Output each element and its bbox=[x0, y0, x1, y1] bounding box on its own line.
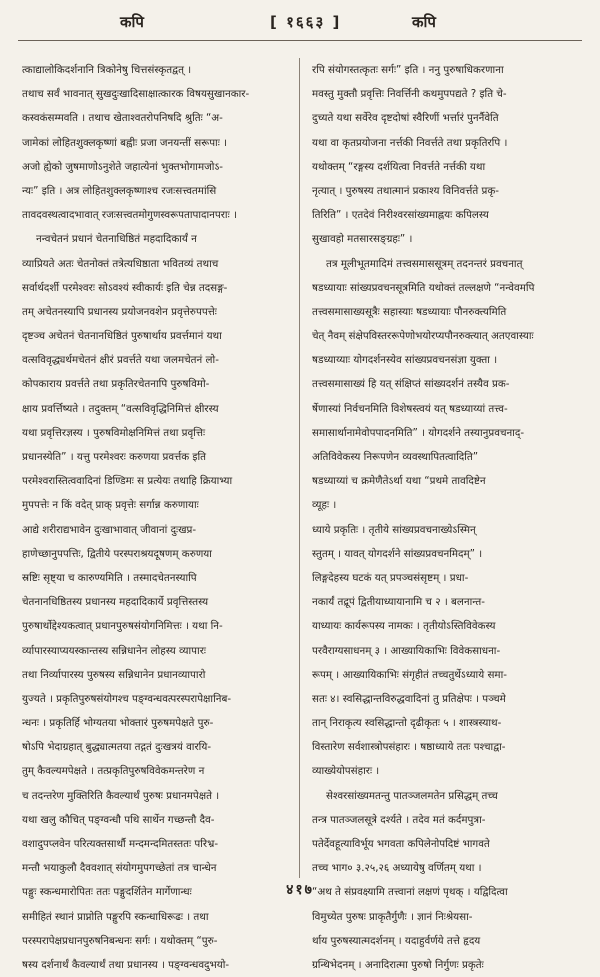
header-left-title: कपि bbox=[120, 13, 144, 31]
left-column-line: जामेकां लोहितशुक्लकृष्णां बह्वीः प्रजा जनयन्तीं सरूपाः । bbox=[22, 136, 227, 149]
right-column-line: षडध्यायाः सांख्यप्रवचनसूत्रमिति यथोक्तं तल्लक्षणे “नन्वेवमपि bbox=[312, 281, 535, 294]
right-column-line: यथोक्तम् “रङ्गस्य दर्शयित्वा निवर्त्तते नर्त्तकी यथा bbox=[312, 160, 486, 173]
right-column-line: याध्यायः कार्यरूपस्य नामकः । तृतीयोऽस्तिविवेकस्य bbox=[312, 620, 496, 633]
left-column-line: न्धनः । प्रकृतिर्हि भोग्यतया भोक्तारं पुरुषमपेक्षते पुरु- bbox=[22, 717, 214, 730]
left-column-line: युज्यते । प्रकृतिपुरुषसंयोगश्च पङ्ग्वन्धवत्परस्परापेक्षानिब- bbox=[22, 692, 232, 705]
right-column-line: षडध्याय्यां च क्रमेणैतेऽर्था यथा “प्रथमे तावदिष्टेन bbox=[312, 475, 486, 488]
right-column-line: व्याख्येयोपसंहारः । bbox=[312, 765, 380, 778]
right-column-line: र्थाय पुरुषस्यात्मदर्शनम् । यदाहुर्वर्णये तत्ते हृदय bbox=[312, 934, 481, 947]
right-column-line: समासार्थानामेवोपपादनमिति” । योगदर्शने तस्यानुप्रवचनाद्- bbox=[312, 426, 525, 439]
right-column-line: मवस्तु मुक्तौ प्रवृत्तिः निवर्त्तिनी कथमुपपद्यते ? इति चे- bbox=[312, 88, 507, 101]
right-column-line: सुखावहो मतसारसङ्ग्रहः” । bbox=[312, 233, 413, 246]
left-column-line: नन्वचेतनं प्रधानं चेतनाधिष्ठितं महदादिकार्यं न bbox=[36, 233, 197, 246]
left-column-line: यथा प्रवृत्तिरज्ञस्य । पुरुषविमोक्षनिमित्तं तथा प्रवृत्तिः bbox=[22, 426, 206, 439]
left-column-line: पुरुषार्थोद्देश्यकत्वात् प्रधानपुरुषसंयोगनिमित्तः । यथा नि- bbox=[22, 620, 223, 633]
left-column-line: आद्ये शरीराद्यभावेन दुःखाभावात् जीवानां दुःखप्र- bbox=[22, 523, 197, 536]
right-column-line: नृत्यात् । पुरुषस्य तथात्मानं प्रकाश्य विनिवर्त्तते प्रकृ- bbox=[312, 184, 499, 197]
right-column-line: सतः ४। स्वसिद्धान्तविरुद्धवादिनां तु प्रतिक्षेपः । पञ्चमे bbox=[312, 692, 506, 705]
right-column-line: सेश्वरसांख्यमतन्तु पातञ्जलमतेन प्रसिद्धम् तच्च bbox=[326, 789, 498, 802]
column-divider bbox=[299, 58, 300, 878]
right-column-line: रपि संयोगस्तत्कृतः सर्गः” इति । ननु पुरुषाधिकरणाना bbox=[312, 64, 504, 76]
header-right-title: कपि bbox=[412, 13, 436, 31]
right-column bbox=[312, 58, 580, 977]
left-column-line: मन्तौ भयाकुलौ दैववशात् संयोगमुपगच्छेतां तत्र चान्धेन bbox=[22, 862, 217, 875]
left-column-line: परमेश्वरास्तित्ववादिनां डिण्डिमः स प्रत्येयः तथाहि क्रियाभ्या bbox=[22, 475, 233, 488]
left-column-line: षस्य दर्शनार्थं कैवल्यार्थं तथा प्रधानस्य । पङ्ग्वन्धवदुभयो- bbox=[22, 958, 230, 971]
right-column-line: षडध्याय्याः योगदर्शनस्येव सांख्यप्रवचनसंज्ञा युक्ता । bbox=[312, 354, 498, 367]
right-column-line: तत्त्वसमासाख्यसूत्रैः सहास्याः षडध्यायाः पौनरुक्त्यमिति bbox=[312, 305, 507, 318]
right-column-line: लिङ्गदेहस्य घटकं यत् प्रपञ्चसंसृष्टम् । प्रधा- bbox=[312, 571, 469, 584]
left-column-line: पङ्गुः स्कन्धमारोपितः ततः पङ्गुदर्शितेन मार्गेणान्धः bbox=[22, 886, 192, 899]
left-column-line: वत्सविवृद्ध्यर्थमचेतनं क्षीरं प्रवर्त्तते यथा जलमचेतनं लो- bbox=[22, 354, 219, 367]
right-column-line: ध्याये प्रकृतिः । तृतीये सांख्यप्रवचनाख्येऽस्मिन् bbox=[312, 523, 476, 536]
header-rule bbox=[18, 40, 582, 41]
right-column-line: र्षेणास्यां निर्वचनमिति विशेषस्त्वयं यत् षडध्याय्यां तत्त्व- bbox=[312, 402, 508, 415]
left-column-line: समीहितं स्थानं प्राप्नोति पङ्गुरपि स्कन्धाधिरूढः । तथा bbox=[22, 910, 209, 923]
left-column-line: कोपकाराय प्रवर्त्तते तथा प्रकृतिरचेतनापि पुरुषविमो- bbox=[22, 378, 210, 391]
left-column-line: मुपपत्तेः न किं वदेत् प्राक् प्रवृत्तेः सर्गान्न करुणायाः bbox=[22, 499, 199, 512]
left-column bbox=[22, 58, 290, 977]
right-column-line: ग्रन्थिभेदनम् । अनादिरात्मा पुरुषो निर्गुणः प्रकृतेः bbox=[312, 958, 484, 971]
left-column-line: यथा खलु कौचित् पङ्ग्वन्धौ पथि सार्थेन गच्छन्तौ दैव- bbox=[22, 813, 215, 826]
right-column-line: तन्त्र पातञ्जलसूत्रे दर्श्यते । तदेव मतं कर्दमपुत्रा- bbox=[312, 813, 486, 826]
page-number: ४१७ bbox=[286, 882, 314, 898]
right-column-line: तान् निराकृत्य स्वसिद्धान्तो दृढीकृतः ५ । शास्त्रस्याथ- bbox=[312, 717, 502, 730]
right-column-line: विस्तारेण सर्वशास्त्रोपसंहारः । षष्ठाध्याये ततः पश्चाद्वा- bbox=[312, 741, 506, 754]
left-column-line: चेतनानधिष्ठितस्य प्रधानस्य महदादिकार्ये प्रवृत्तिस्तस्य bbox=[22, 596, 209, 609]
right-column-line: दुच्यते यथा सर्वेरेव दृष्टदोषां स्वैरिणीं भर्त्तारं पुनर्नैवेति bbox=[312, 112, 499, 125]
left-column-line: र्व्यापारस्याप्ययस्कान्तस्य सन्निधानेन लोहस्य व्यापारः bbox=[22, 644, 206, 657]
left-column-line: तथाच सर्वं भावनात् सुखदुःखादिसाक्षात्कारक विषयसुखानकार- bbox=[22, 88, 250, 101]
left-column-line: षोऽपि भेदाग्रहात् बुद्ध्यात्मतया तद्गतं दुःखत्रयं वारयि- bbox=[22, 741, 212, 754]
header-page-range: [ १६६३ ] bbox=[270, 13, 342, 31]
left-column-line: तम् अचेतनस्यापि प्रधानस्य प्रयोजनवशेन प्रवृत्तेरुपपत्तेः bbox=[22, 305, 217, 318]
right-column-line: यथा वा कृतप्रयोजना नर्त्तकी निवर्त्तते तथा प्रकृतिरपि । bbox=[312, 136, 508, 149]
left-column-line: च तदन्तरेण मुक्तिरिति कैवल्यार्थं पुरुषः प्रधानमपेक्षते । bbox=[22, 789, 220, 802]
left-column-line: अजो ह्येको जुषमाणोऽनुशेते जहात्येनां भुक्तभोगामजोऽ- bbox=[22, 160, 223, 173]
left-column-line: न्यः” इति । अत्र लोहितशुक्लकृष्णाश्च रजःसत्त्वतमांसि bbox=[22, 184, 217, 197]
left-column-line: तावदवस्थत्वादभावात् रजःसत्त्वतमोगुणस्वरूपतापादानपराः । bbox=[22, 209, 237, 222]
left-column-line: वशादुपप्लवेन परित्यक्तसार्थौ मन्दमन्दमितस्ततः परिभ्र- bbox=[22, 838, 219, 850]
left-column-line: दृष्टञ्च अचेतनं चेतनानधिष्ठितं पुरुषार्थाय प्रवर्त्तमानं यथा bbox=[22, 330, 222, 343]
right-column-line: रूपम् । आख्यायिकाभिः संगृहीतं तच्चतुर्थेऽध्याये समा- bbox=[312, 668, 507, 681]
left-column-line: क्षाय प्रवर्त्तिष्यते । तदुक्तम् “वत्सविवृद्धिनिमित्तं क्षीरस्य bbox=[22, 402, 219, 415]
left-column-line: कस्वकंसम्मवति । तथाच खेताश्वतरोपनिषदि श्रुतिः “अ- bbox=[22, 112, 223, 125]
right-column-line: पतेर्देवहूत्याविर्भूय भगवता कपिलेनोपदिष्टं भागवते bbox=[312, 838, 490, 850]
right-column-line: परवैराग्यसाधनम् ३ । आख्यायिकाभिः विवेकसाधना- bbox=[312, 644, 501, 657]
left-column-line: सर्वार्थदर्शी परमेश्वरः सोऽवश्यं स्वीकार्यः इति चेन्न तदसङ्ग- bbox=[22, 281, 228, 294]
left-column-line: स्रष्टिः सृष्ट्या च कारुण्यमिति । तस्मादचेतनस्यापि bbox=[22, 571, 197, 584]
right-column-line: तच्च भाग० ३.२५,२६ अध्यायेषु वर्णितम् यथा । bbox=[312, 862, 482, 875]
left-column-line: परस्परापेक्षप्रधानपुरुषनिबन्धनः सर्गः । यथोक्तम् “पुरु- bbox=[22, 934, 218, 947]
right-column-line: स्तुतम् । यावत् योगदर्शने सांख्यप्रवचनमिदम्” । bbox=[312, 547, 483, 560]
left-column-line: तथा निर्व्यापारस्य पुरुषस्य सन्निधानेन प्रधानव्यापारो bbox=[22, 668, 206, 681]
page-header bbox=[0, 8, 600, 38]
right-column-line: नकार्यं तद्रूपं द्वितीयाध्यायानामि च २ । बलनान्त- bbox=[312, 596, 485, 609]
left-column-line: तुम् कैवल्यमपेक्षते । तत्प्रकृतिपुरुषविवेकमन्तरेण न bbox=[22, 765, 205, 778]
right-column-line: व्यूहः । bbox=[312, 499, 337, 512]
left-column-line: त्काद्यालोकिदर्शनानि त्रिकोनेषु चित्तसंस्कृतद्वत् । bbox=[22, 64, 192, 76]
left-column-line: व्याप्रियते अतः चेतनोक्तं तत्रेत्यधिष्ठाता भवितव्यं तथाच bbox=[22, 257, 219, 270]
right-column-line: अतिविवेकस्य निरूपणेन व्यवस्थापितत्वादिति” bbox=[312, 451, 479, 463]
left-column-line: हाणेच्छानुपपत्तिः, द्वितीये परस्पराश्रयदूषणम् करुणया bbox=[22, 547, 212, 560]
right-column-line: तत्त्वसमासाख्यं हि यत् संक्षिप्तं सांख्यदर्शनं तस्यैव प्रक- bbox=[312, 378, 510, 391]
right-column-line: चेत् नैवम् संक्षेपविस्तररूपेणोभयोरप्यपौनरुक्त्यात् अतएवास्याः bbox=[312, 330, 534, 343]
right-column-line: “अथ ते संप्रवक्ष्यामि तत्त्वानां लक्षणं पृथक् । यद्विदित्वा bbox=[312, 886, 508, 899]
right-column-line: तिरिति” । एतदेवं निरीश्वरसांख्यमाह्नयः कपिलस्य bbox=[312, 209, 489, 222]
left-column-line: प्रधानस्येति” । यत्तु परमेश्वरः करुणया प्रवर्त्तक इति bbox=[22, 451, 207, 463]
right-column-line: तत्र मूलीभूतमादिमं तत्त्वसमाससूत्रम् तदनन्तरं प्रवचनात् bbox=[326, 257, 523, 270]
right-column-line: विमुच्येत पुरुषः प्राकृतैर्गुणैः । ज्ञानं निःश्रेयसा- bbox=[312, 910, 473, 923]
